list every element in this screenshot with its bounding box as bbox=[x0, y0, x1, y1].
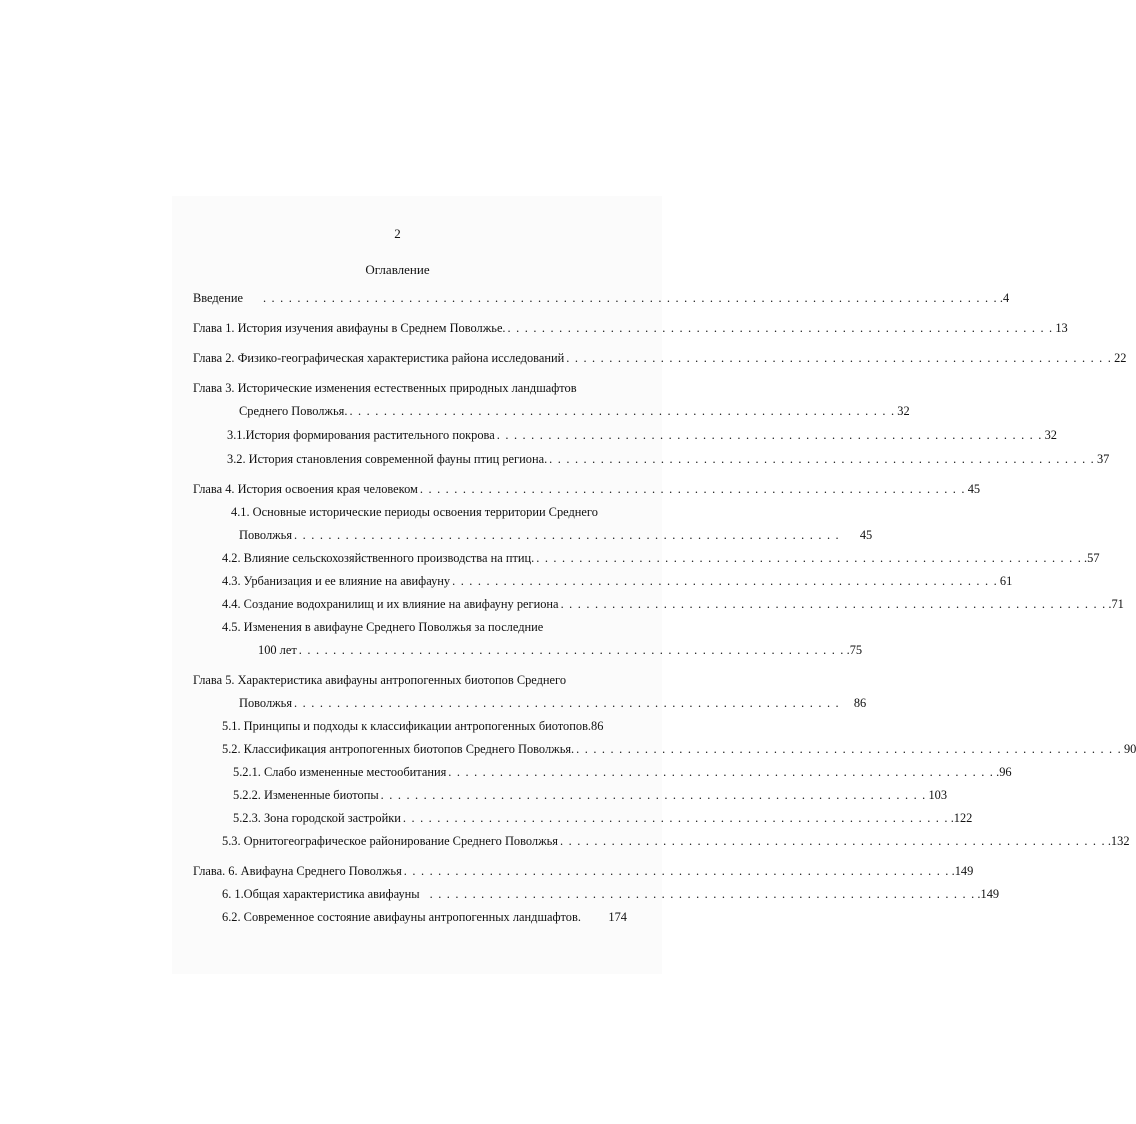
toc-entry-3-1[interactable] bbox=[227, 427, 1057, 443]
toc-leader-dots: . . . . . . . . . . . . . . . . . . . . . . . . . . . . . . . . . . . . . . . . . . . . . . . . . . . . . . . . . . . . . . . . bbox=[560, 834, 1106, 848]
toc-entry-page: .96 bbox=[996, 765, 1012, 779]
toc-entry-text: 5.3. Орнитогеографическое районирование Среднего Поволжья bbox=[222, 834, 559, 848]
toc-entry-text: 100 лет bbox=[258, 643, 297, 657]
toc-entry-text: Глава 4. История освоения края человеком bbox=[193, 482, 418, 496]
toc-entry-page: 90 bbox=[1123, 742, 1136, 756]
toc-entry-4-2[interactable] bbox=[222, 550, 1100, 566]
toc-entry-text: Среднего Поволжья. bbox=[239, 404, 348, 418]
toc-leader-dots: . . . . . . . . . . . . . . . . . . . . . . . . . . . . . . . . . . . . . . . . . . . . . . . . . . . . . . . . . . . . . . . . bbox=[496, 428, 1043, 442]
toc-leader-dots: . . . . . . . . . . . . . . . . . . . . . . . . . . . . . . . . . . . . . . . . . . . . . . . . . . . . . . . . . . . . . . . . bbox=[452, 574, 998, 588]
toc-entry-page: 45 bbox=[967, 482, 981, 496]
toc-leader-dots: . . . . . . . . . . . . . . . . . . . . . . . . . . . . . . . . . . . . . . . . . . . . . . . . . . . . . . . . . . . . . . . . bbox=[402, 811, 949, 825]
toc-entry-page: 37 bbox=[1096, 452, 1110, 466]
toc-entry-page: .75 bbox=[846, 643, 863, 657]
toc-leader-dots: . . . . . . . . . . . . . . . . . . . . . . . . . . . . . . . . . . . . . . . . . . . . . . . . . . . . . . . . . . . . . . . . bbox=[576, 742, 1122, 756]
toc-entry-ch5[interactable]: Глава 5. Характеристика авифауны антропогенных биотопов Среднего bbox=[193, 673, 567, 687]
toc-entry-5-2-1[interactable] bbox=[233, 764, 1012, 780]
toc-entry-ch3-cont[interactable] bbox=[239, 403, 910, 419]
toc-entry-4-1-cont[interactable] bbox=[239, 527, 873, 543]
toc-entry-text: 3.2. История становления современной фауны птиц региона. bbox=[227, 452, 548, 466]
toc-entry-5-2-2[interactable] bbox=[233, 787, 948, 803]
toc-leader-dots: . . . . . . . . . . . . . . . . . . . . . . . . . . . . . . . . . . . . . . . . . . . . . . . . . . . . . . . . . . . . . . . . bbox=[536, 551, 1083, 565]
toc-entry-5-3[interactable] bbox=[222, 833, 1130, 849]
toc-entry-page: .122 bbox=[950, 811, 973, 825]
toc-entry-text: Глава 2. Физико-географическая характеристика района исследований bbox=[193, 351, 565, 365]
toc-entry-page: .71 bbox=[1108, 597, 1124, 611]
toc-entry-text: 5.2.3. Зона городской застройки bbox=[233, 811, 401, 825]
toc-entry-4-1[interactable]: 4.1. Основные исторические периоды освоения территории Среднего bbox=[231, 505, 598, 519]
toc-leader-dots: . . . . . . . . . . . . . . . . . . . . . . . . . . . . . . . . . . . . . . . . . . . . . . . . . . . . . . . . . . . . . . . . bbox=[380, 788, 927, 802]
toc-entry-5-2-3[interactable] bbox=[233, 810, 973, 826]
toc-entry-ch4[interactable] bbox=[193, 481, 981, 497]
toc-title: Оглавление bbox=[365, 262, 430, 277]
toc-entry-ch2[interactable] bbox=[193, 350, 1127, 366]
page-number: 2 bbox=[394, 226, 401, 241]
toc-leader-dots: . . . . . . . . . . . . . . . . . . . . . . . . . . . . . . . . . . . . . . . . . . . . . . . . . . . . . . . . . . . . . . . . bbox=[294, 528, 840, 542]
toc-entry-text: Глава 1. История изучения авифауны в Среднем Поволжье. bbox=[193, 321, 506, 335]
toc-entry-text: 3.1.История формирования растительного покрова bbox=[227, 428, 495, 442]
toc-entry-intro[interactable] bbox=[193, 290, 1010, 306]
toc-entry-page: .149 bbox=[977, 887, 1000, 901]
toc-entry-ch1[interactable] bbox=[193, 320, 1068, 336]
toc-entry-text: Введение bbox=[193, 291, 243, 305]
toc-entry-page: .132 bbox=[1107, 834, 1130, 848]
toc-entry-page: 22 bbox=[1114, 351, 1127, 365]
toc-entry-ch6[interactable] bbox=[193, 863, 974, 879]
toc-entry-page: 61 bbox=[999, 574, 1013, 588]
toc-leader-dots: . . . . . . . . . . . . . . . . . . . . . . . . . . . . . . . . . . . . . . . . . . . . . . . . . . . . . . . . . . . . . . . . bbox=[403, 864, 950, 878]
toc-entry-page: 174 bbox=[608, 910, 627, 924]
toc-entry-text: 5.2.1. Слабо измененные местообитания bbox=[233, 765, 447, 779]
toc-entry-3-2[interactable] bbox=[227, 451, 1110, 467]
toc-entry-4-5[interactable]: 4.5. Изменения в авифауне Среднего Поволжья за последние bbox=[222, 620, 544, 634]
toc-entry-text: 4.4. Создание водохранилищ и их влияние на авифауну региона bbox=[222, 597, 559, 611]
toc-leader-dots: . . . . . . . . . . . . . . . . . . . . . . . . . . . . . . . . . . . . . . . . . . . . . . . . . . . . . . . . . . . . . . . . bbox=[298, 643, 845, 657]
toc-entry-text: 4.3. Урбанизация и ее влияние на авифауну bbox=[222, 574, 451, 588]
toc-entry-page: 32 bbox=[1044, 428, 1057, 442]
toc-entry-page: 45 bbox=[859, 528, 873, 542]
toc-entry-4-5-cont[interactable] bbox=[258, 642, 863, 658]
toc-leader-dots: . . . . . . . . . . . . . . . . . . . . . . . . . . . . . . . . . . . . . . . . . . . . . . . . . . . . . . . . . . . . . . . . bbox=[429, 887, 976, 901]
toc-entry-ch3[interactable]: Глава 3. Исторические изменения естественных природных ландшафтов bbox=[193, 381, 577, 395]
toc-entry-5-1[interactable]: 5.1. Принципы и подходы к классификации антропогенных биотопов.86 bbox=[222, 719, 604, 733]
toc-leader-dots: . . . . . . . . . . . . . . . . . . . . . . . . . . . . . . . . . . . . . . . . . . . . . . . . . . . . . . . . . . . . . . . . bbox=[349, 404, 896, 418]
toc-leader-dots: . . . . . . . . . . . . . . . . . . . . . . . . . . . . . . . . . . . . . . . . . . . . . . . . . . . . . . . . . . . . . . . . bbox=[560, 597, 1107, 611]
toc-entry-6-2[interactable] bbox=[222, 909, 627, 925]
toc-entry-5-2[interactable] bbox=[222, 741, 1136, 757]
toc-entry-page: 103 bbox=[928, 788, 948, 802]
toc-leader-dots: . . . . . . . . . . . . . . . . . . . . . . . . . . . . . . . . . . . . . . . . . . . . . . . . . . . . . . . . . . . . . . . . bbox=[419, 482, 966, 496]
toc-leader-dots: . . . . . . . . . . . . . . . . . . . . . . . . . . . . . . . . . . . . . . . . . . . . . . . . . . . . . . . . . . . . . . . . bbox=[448, 765, 995, 779]
toc-leader-dots: . . . . . . . . . . . . . . . . . . . . . . . . . . . . . . . . . . . . . . . . . . . . . . . . . . . . . . . . . . . . . . . . bbox=[549, 452, 1095, 466]
toc-entry-text: 6.2. Современное состояние авифауны антропогенных ландшафтов. bbox=[222, 910, 581, 924]
toc-entry-page: 86 bbox=[853, 696, 867, 710]
toc-leader-dots: . . . . . . . . . . . . . . . . . . . . . . . . . . . . . . . . . . . . . . . . . . . . . . . . . . . . . . . . . . . . . . . . . . . . . . . . . . . . . . . . . . . . . . bbox=[262, 291, 998, 305]
toc-entry-text: 4.2. Влияние сельскохозяйственного производства на птиц. bbox=[222, 551, 535, 565]
toc-entry-page: .57 bbox=[1084, 551, 1100, 565]
toc-leader-dots: . . . . . . . . . . . . . . . . . . . . . . . . . . . . . . . . . . . . . . . . . . . . . . . . . . . . . . . . . . . . . . . . bbox=[507, 321, 1054, 335]
toc-entry-text: 5.2. Классификация антропогенных биотопов Среднего Поволжья. bbox=[222, 742, 575, 756]
toc-entry-page: 13 bbox=[1055, 321, 1068, 335]
toc-entry-page: 32 bbox=[897, 404, 910, 418]
toc-entry-page: .4 bbox=[999, 291, 1010, 305]
toc-entry-text: 6. 1.Общая характеристика авифауны bbox=[222, 887, 420, 901]
toc-entry-text: Глава. 6. Авифауна Среднего Поволжья bbox=[193, 864, 402, 878]
toc-leader-dots: . . . . . . . . . . . . . . . . . . . . . . . . . . . . . . . . . . . . . . . . . . . . . . . . . . . . . . . . . . . . . . . . bbox=[294, 696, 840, 710]
toc-entry-page: .149 bbox=[951, 864, 974, 878]
toc-entry-6-1[interactable] bbox=[222, 886, 1000, 902]
toc-entry-text: Поволжья bbox=[239, 696, 293, 710]
toc-entry-4-3[interactable] bbox=[222, 573, 1013, 589]
toc-entry-4-4[interactable] bbox=[222, 596, 1124, 612]
toc-entry-text: 5.2.2. Измененные биотопы bbox=[233, 788, 379, 802]
toc-entry-ch5-cont[interactable] bbox=[239, 695, 867, 711]
toc-entry-text: Поволжья bbox=[239, 528, 293, 542]
toc-leader-dots: . . . . . . . . . . . . . . . . . . . . . . . . . . . . . . . . . . . . . . . . . . . . . . . . . . . . . . . . . . . . . . . . bbox=[566, 351, 1113, 365]
